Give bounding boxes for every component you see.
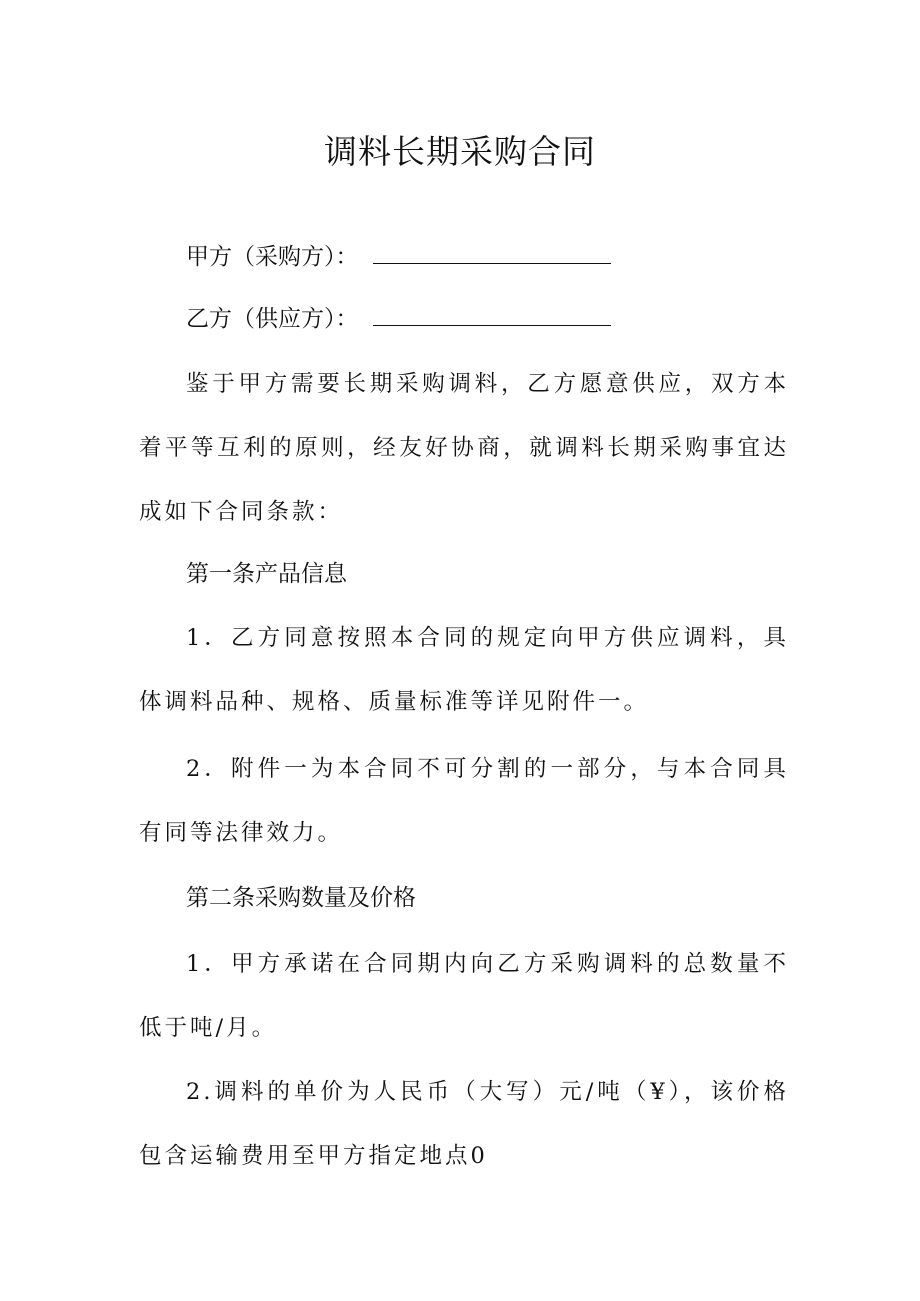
- document-title: 调料长期采购合同: [324, 132, 596, 171]
- party-b-blank: [373, 305, 611, 326]
- party-b-label: 乙方（供应方）：: [186, 306, 359, 332]
- party-a-line: [186, 240, 611, 274]
- preamble-paragraph: 鉴于甲方需要长期采购调料，乙方愿意供应，双方本着平等互利的原则，经友好协商，就调料长期采购事宜达成如下合同条款：: [139, 371, 789, 525]
- article1-clause2: 2．附件一为本合同不可分割的一部分，与本合同具有同等法律效力。: [139, 756, 789, 846]
- article1-clause1: 1．乙方同意按照本合同的规定向甲方供应调料，具体调料品种、规格、质量标准等详见附件一。: [139, 625, 789, 715]
- article1-heading: 第一条产品信息: [186, 561, 347, 587]
- party-a-blank: [373, 243, 611, 264]
- party-a-label: 甲方（采购方）：: [186, 244, 359, 270]
- article2-clause2: 2.调料的单价为人民币（大写）元/吨（¥），该价格包含运输费用至甲方指定地点0: [139, 1079, 789, 1169]
- article2-heading: 第二条采购数量及价格: [186, 885, 416, 911]
- article2-clause1: 1．甲方承诺在合同期内向乙方采购调料的总数量不低于吨/月。: [139, 951, 789, 1041]
- party-b-line: [186, 302, 611, 336]
